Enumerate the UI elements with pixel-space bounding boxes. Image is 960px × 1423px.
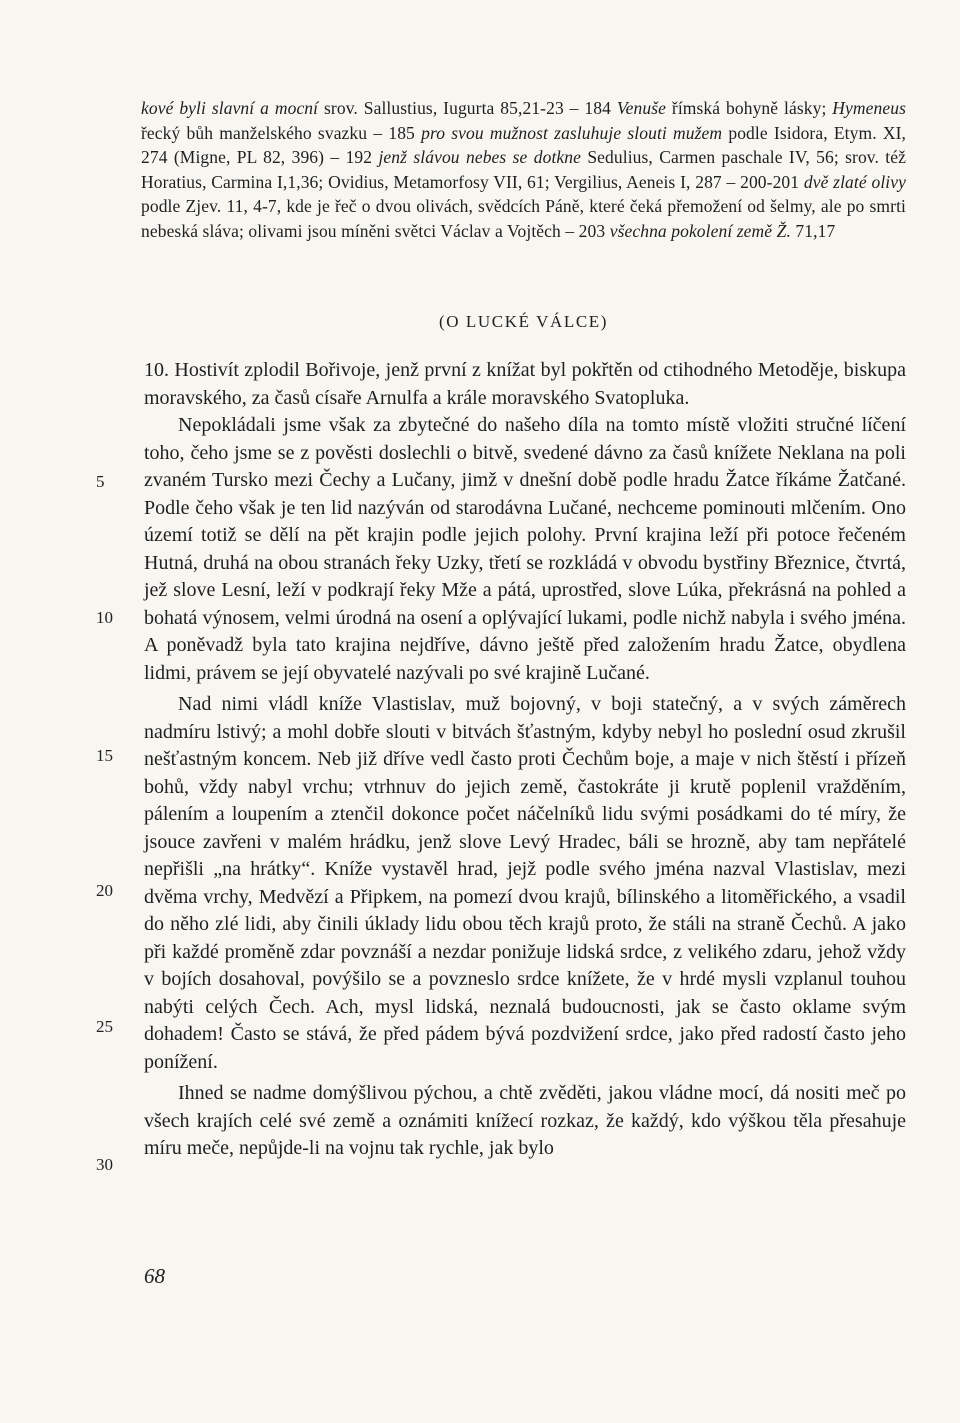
paragraph-1: 10. Hostivít zplodil Bořivoje, jenž první z knížat byl pokřtěn od ctihodného Metoděje, biskupa moravského, za časů císaře Arnulfa a krále moravského Svatopluka. [144, 359, 906, 409]
chapter-heading: (O LUCKÉ VÁLCE) [438, 312, 609, 331]
line-number-25: 25 [96, 1017, 113, 1036]
notes-italic-segment: Venuše [616, 98, 667, 118]
commentary-notes [141, 96, 906, 244]
notes-segment: podle Zjev. 11, 4-7, kde je řeč o dvou olivách, svědcích Páně, které čeká přemožení od šelmy, ale po smrti nebeská sláva; olivami jsou míněni světci Václav a Vojtěch – 203 [141, 196, 906, 241]
notes-segment: 71,17 [790, 220, 836, 241]
line-number-30: 30 [96, 1155, 113, 1174]
line-number-5: 5 [96, 472, 105, 491]
line-number-15: 15 [96, 746, 113, 765]
notes-italic-segment: všechna pokolení země Ž. [609, 220, 791, 241]
notes-segment: srov. Sallustius, Iugurta 85,21-23 – 184 [318, 98, 617, 118]
notes-segment: římská bohyně lásky; [666, 98, 833, 118]
line-number-20: 20 [96, 881, 113, 900]
line-number-10: 10 [96, 608, 113, 627]
notes-italic-segment: jenž slávou nebes se dotkne [378, 147, 582, 168]
paragraph-3: Nad nimi vládl kníže Vlastislav, muž bojovný, v boji statečný, a v svých záměrech nadmíru lstivý; a mohl dobře slouti v bitvách šťastným, kdyby nebyl ho poslední osud zkrušil nešťastným koncem. Neb již dříve vedl často proti Čechům boje, a maje v nich štěstí i přízeň bohů, vždy nabyl vrchu; vtrhnuv do jejich země, častokráte ji krutě poplenil vražděním, pálením a loupením a ztenčil dokonce počet náčelníků lidu svými posádkami do té míry, že jsouce zavřeni v malém hrádku, jenž slove Levý Hradec, báli se hrozně, aby tam nepřátelé nepřišli „na hrátky“. Kníže vystavěl hrad, jejž podle svého jména nazval Vlastislav, mezi dvěma vrchy, Medvězí a Připkem, na pomezí dvou krajů, bílinského a litoměřického, a vsadil do něho zlé lidi, aby činili úklady lidu obou těch krajů proto, že stáli na straně Čechů. A jako při každé proměně zdar povznáší a nezdar ponižuje lidská srdce, z velikého zdaru, jehož vždy v bojích dosahoval, povýšilo se a povzneslo srdce knížete, že v hrdé mysli vzplanul touhou nabýti celých Čech. Ach, mysl lidská, neznalá budoucnosti, jak se často oklame svým dohadem! Často se stává, že před pádem bývá pozdvižení srdce, jako před radostí často jeho ponížení. [144, 693, 906, 1073]
paragraph-2: Nepokládali jsme však za zbytečné do našeho díla na tomto místě vložiti stručné líčení toho, čeho jsme se z pověsti doslechli o bitvě, svedené dávno za časů knížete Neklana na poli zvaném Tursko mezi Čechy a Lučany, jimž v dnešní době podle hradu Žatce říkáme Žatčané. Podle čeho však je ten lid nazýván od starodávna Lučané, nechceme pominouti mlčením. Ono území totiž se dělí na pět krajin podle jejich polohy. První krajina leží při potoce řečeném Hutná, druhá na obou stranách řeky Uzky, třetí se rozkládá v obvodu bystřiny Březnice, čtvrtá, jež slove Lesní, leží v podkrají řeky Mže a pátá, uprostřed, slove Lúka, překrásná na pohled a bohatá výnosem, velmi úrodná na osení a oplývající lukami, podle nichž nabyla i svého jména. A poněvadž byla tato krajina nejdříve, dávno ještě před založením hradu Žatce, obydlena lidmi, právem se její obyvatelé nazývali po své krajině Lučané. [144, 414, 906, 684]
notes-italic-segment: kové byli slavní a mocní [141, 98, 319, 118]
notes-segment: Sedulius, Carmen paschale IV, 56; srov. též Horatius, Carmina I,1,36; Ovidius, Metamorfosy VII, 61; Vergilius, Aeneis I, 287 – 200-201 [141, 147, 907, 192]
notes-italic-segment: dvě zlaté olivy [803, 171, 906, 192]
notes-italic-segment: Hymeneus [832, 98, 906, 118]
page-number: 68 [144, 1264, 165, 1288]
notes-segment: řecký bůh manželského svazku – 185 [141, 122, 422, 143]
main-text [144, 357, 906, 1163]
paragraph-4: Ihned se nadme domýšlivou pýchou, a chtě zvěděti, jakou vládne mocí, dá nositi meč po všech krajích celé své země a oznámiti knížecí rozkaz, že každý, kdo výškou těla přesahuje míru meče, nepůjde-li na vojnu tak rychle, jak bylo [144, 1082, 906, 1159]
notes-paragraph [141, 96, 906, 244]
notes-segment: podle Isidora, Etym. XI, 274 (Migne, PL 82, 396) – 192 [141, 122, 907, 168]
notes-italic-segment: pro svou mužnost zasluhuje slouti mužem [421, 122, 723, 143]
